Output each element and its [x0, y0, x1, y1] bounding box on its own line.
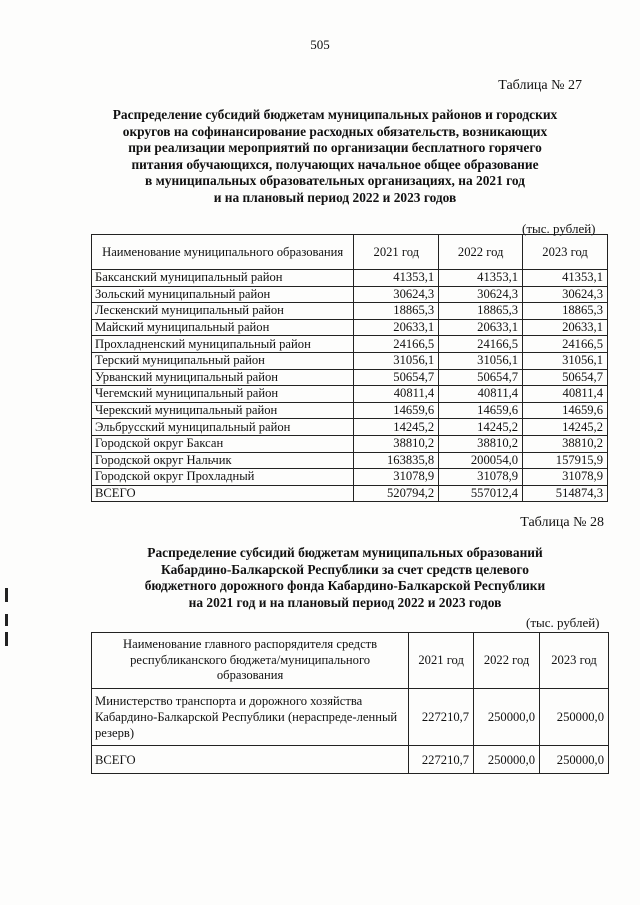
- header-2021: 2021 год: [354, 235, 439, 270]
- table-row: [92, 746, 609, 774]
- margin-mark: [5, 588, 8, 602]
- row-name-cell: ВСЕГО: [92, 746, 409, 774]
- row-value-cell: 20633,1: [439, 319, 523, 336]
- table-28-unit: (тыс. рублей): [526, 615, 600, 630]
- title-line: при реализации мероприятий по организации бесплатного горячего: [128, 140, 542, 155]
- row-value-cell: 24166,5: [439, 336, 523, 353]
- table-row: [92, 386, 608, 403]
- table-row: [92, 452, 608, 469]
- title-line: на 2021 год и на плановый период 2022 и 2023 годов: [188, 594, 502, 610]
- table-header-row: [92, 633, 609, 689]
- row-value-cell: 14245,2: [523, 419, 608, 436]
- row-name-cell: Эльбрусский муниципальный район: [92, 419, 354, 436]
- row-name-cell: ВСЕГО: [92, 485, 354, 502]
- title-line: питания обучающихся, получающих начальное общее образование: [131, 156, 539, 172]
- row-value-cell: 157915,9: [523, 452, 608, 469]
- row-value-cell: 250000,0: [540, 746, 609, 774]
- row-name-cell: Чегемский муниципальный район: [92, 386, 354, 403]
- row-value-cell: 227210,7: [409, 746, 474, 774]
- header-name: Наименование муниципального образования: [92, 235, 354, 270]
- header-2023: 2023 год: [523, 235, 608, 270]
- row-value-cell: 38810,2: [523, 435, 608, 452]
- row-name-cell: Терский муниципальный район: [92, 352, 354, 369]
- row-value-cell: 40811,4: [354, 386, 439, 403]
- row-value-cell: 24166,5: [354, 336, 439, 353]
- table-header-row: [92, 235, 608, 270]
- table-row: [92, 369, 608, 386]
- row-value-cell: 250000,0: [540, 689, 609, 746]
- row-value-cell: 40811,4: [439, 386, 523, 403]
- row-value-cell: 31078,9: [354, 469, 439, 486]
- row-value-cell: 41353,1: [523, 270, 608, 287]
- row-value-cell: 14245,2: [439, 419, 523, 436]
- row-name-cell: Министерство транспорта и дорожного хозяйства Кабардино-Балкарской Республики (нераспреде-ленный резерв): [92, 689, 409, 746]
- row-value-cell: 18865,3: [523, 303, 608, 320]
- row-name-cell: Лескенский муниципальный район: [92, 303, 354, 320]
- row-value-cell: 200054,0: [439, 452, 523, 469]
- table-row: [92, 319, 608, 336]
- table-row: [92, 352, 608, 369]
- row-value-cell: 50654,7: [439, 369, 523, 386]
- table-row: [92, 270, 608, 287]
- row-value-cell: 14659,6: [523, 402, 608, 419]
- row-value-cell: 31078,9: [439, 469, 523, 486]
- row-value-cell: 31056,1: [354, 352, 439, 369]
- row-value-cell: 41353,1: [439, 270, 523, 287]
- row-value-cell: 14659,6: [439, 402, 523, 419]
- header-2022: 2022 год: [474, 633, 540, 689]
- row-value-cell: 250000,0: [474, 689, 540, 746]
- row-value-cell: 20633,1: [354, 319, 439, 336]
- title-line: Распределение субсидий бюджетам муниципальных образований: [147, 545, 543, 560]
- row-value-cell: 30624,3: [523, 286, 608, 303]
- row-value-cell: 30624,3: [354, 286, 439, 303]
- table-28: [91, 632, 609, 774]
- row-name-cell: Зольский муниципальный район: [92, 286, 354, 303]
- table-27-title: [15, 107, 640, 206]
- table-27-label: Таблица № 27: [498, 78, 582, 93]
- row-name-cell: Урванский муниципальный район: [92, 369, 354, 386]
- table-row: [92, 303, 608, 320]
- row-value-cell: 20633,1: [523, 319, 608, 336]
- title-line: и на плановый период 2022 и 2023 годов: [213, 189, 457, 205]
- header-2021: 2021 год: [409, 633, 474, 689]
- table-row: [92, 689, 609, 746]
- row-value-cell: 227210,7: [409, 689, 474, 746]
- row-value-cell: 31056,1: [439, 352, 523, 369]
- title-line: Распределение субсидий бюджетам муниципальных районов и городских: [112, 107, 558, 122]
- title-line: Кабардино-Балкарской Республики за счет средств целевого: [161, 561, 529, 577]
- row-name-cell: Майский муниципальный район: [92, 319, 354, 336]
- title-line: округов на софинансирование расходных обязательств, возникающих: [122, 123, 548, 139]
- row-value-cell: 38810,2: [354, 435, 439, 452]
- row-value-cell: 14245,2: [354, 419, 439, 436]
- row-name-cell: Городской округ Прохладный: [92, 469, 354, 486]
- table-row: [92, 469, 608, 486]
- row-value-cell: 41353,1: [354, 270, 439, 287]
- row-name-cell: Черекский муниципальный район: [92, 402, 354, 419]
- row-value-cell: 24166,5: [523, 336, 608, 353]
- row-value-cell: 18865,3: [354, 303, 439, 320]
- title-line: в муниципальных образовательных организациях, на 2021 год: [145, 173, 525, 188]
- table-row: [92, 402, 608, 419]
- title-line: бюджетного дорожного фонда Кабардино-Балкарской Республики: [144, 578, 546, 593]
- header-name: Наименование главного распорядителя средств республиканского бюджета/муниципального образования: [92, 633, 409, 689]
- row-name-cell: Городской округ Нальчик: [92, 452, 354, 469]
- margin-mark: [5, 632, 8, 646]
- row-value-cell: 163835,8: [354, 452, 439, 469]
- table-28-body: [92, 689, 609, 774]
- row-value-cell: 30624,3: [439, 286, 523, 303]
- row-value-cell: 14659,6: [354, 402, 439, 419]
- row-name-cell: Городской округ Баксан: [92, 435, 354, 452]
- row-value-cell: 40811,4: [523, 386, 608, 403]
- row-value-cell: 250000,0: [474, 746, 540, 774]
- table-28-label: Таблица № 28: [520, 515, 604, 530]
- row-value-cell: 38810,2: [439, 435, 523, 452]
- table-27-unit: (тыс. рублей): [522, 221, 596, 236]
- row-value-cell: 31056,1: [523, 352, 608, 369]
- row-value-cell: 520794,2: [354, 485, 439, 502]
- table-27-body: [92, 270, 608, 502]
- table-row: [92, 286, 608, 303]
- row-value-cell: 18865,3: [439, 303, 523, 320]
- margin-mark: [5, 614, 8, 626]
- row-value-cell: 31078,9: [523, 469, 608, 486]
- table-row: [92, 336, 608, 353]
- table-row: [92, 419, 608, 436]
- table-28-title: [25, 545, 640, 611]
- row-value-cell: 514874,3: [523, 485, 608, 502]
- table-row: [92, 485, 608, 502]
- row-name-cell: Баксанский муниципальный район: [92, 270, 354, 287]
- page-number: 505: [310, 37, 330, 52]
- table-27: [91, 234, 608, 502]
- row-name-cell: Прохладненский муниципальный район: [92, 336, 354, 353]
- row-value-cell: 557012,4: [439, 485, 523, 502]
- header-2022: 2022 год: [439, 235, 523, 270]
- row-value-cell: 50654,7: [354, 369, 439, 386]
- row-value-cell: 50654,7: [523, 369, 608, 386]
- table-row: [92, 435, 608, 452]
- header-2023: 2023 год: [540, 633, 609, 689]
